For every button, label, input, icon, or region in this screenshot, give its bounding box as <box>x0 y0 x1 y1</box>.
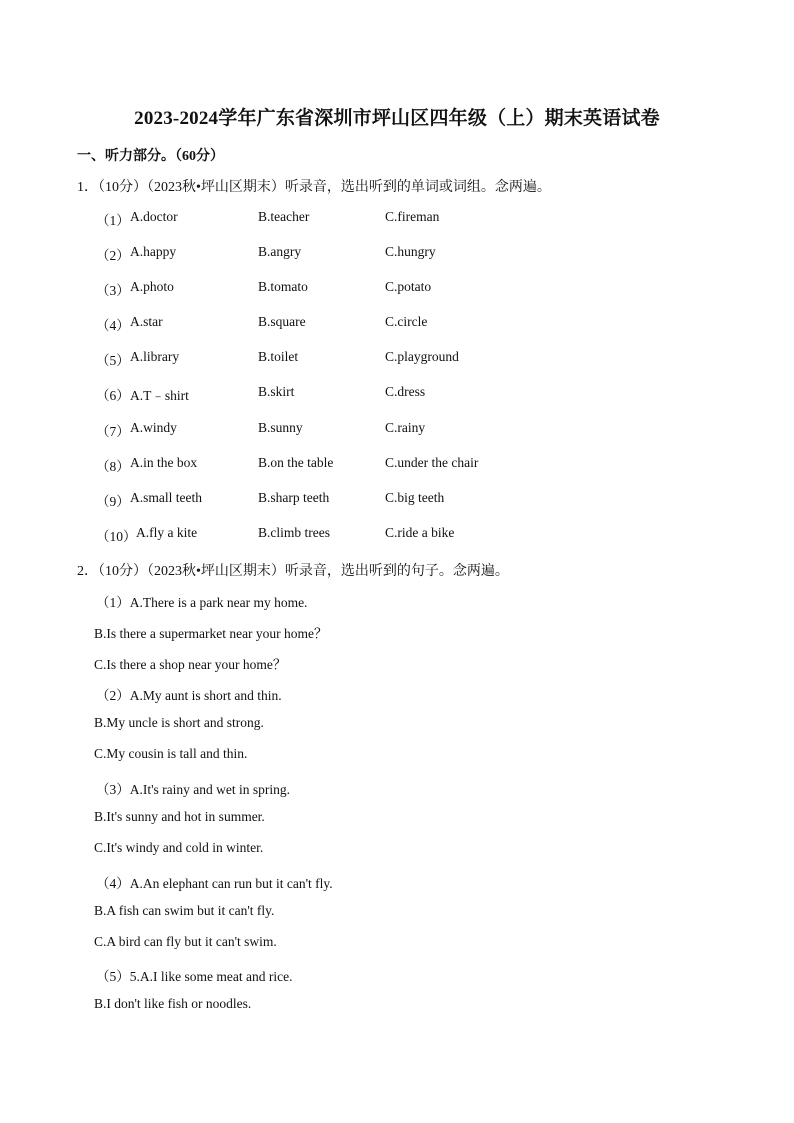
option-b: B.on the table <box>258 455 334 470</box>
option-c: C.potato <box>385 279 432 294</box>
question-2-stem: 2．（10分）（2023秋•坪山区期末）听录音，选出听到的句子。念两遍。 <box>77 564 509 579</box>
q2-item-3-option-b: B.It's sunny and hot in summer. <box>94 809 265 824</box>
option-b: B.toilet <box>258 349 299 364</box>
option-a: A.library <box>130 349 180 364</box>
item-number: （10） <box>96 529 137 544</box>
option-c: C.ride a bike <box>385 525 455 540</box>
option-a: A.happy <box>130 244 177 259</box>
q2-item-2-option-a: （2）A.My aunt is short and thin. <box>96 688 282 703</box>
item-number: （1） <box>96 213 130 228</box>
option-c: C.under the chair <box>385 455 479 470</box>
option-c: C.playground <box>385 349 459 364</box>
option-a: A.photo <box>130 279 174 294</box>
option-c: C.dress <box>385 384 426 399</box>
option-b: B.square <box>258 314 306 329</box>
option-b: B.angry <box>258 244 302 259</box>
option-b: B.sunny <box>258 420 303 435</box>
q2-item-4-option-a: （4）A.An elephant can run but it can't fly. <box>96 876 333 891</box>
q2-item-2-option-c: C.My cousin is tall and thin. <box>94 746 248 761</box>
option-a: A.windy <box>130 420 177 435</box>
option-b: B.tomato <box>258 279 308 294</box>
option-a: A.star <box>130 314 163 329</box>
page-title: 2023-2024学年广东省深圳市坪山区四年级（上）期末英语试卷 <box>134 108 660 129</box>
q2-item-5-option-a: （5）5.A.I like some meat and rice. <box>96 969 293 984</box>
q2-item-1-option-b: B.Is there a supermarket near your home？ <box>94 626 328 641</box>
option-b: B.skirt <box>258 384 295 399</box>
item-number: （5） <box>96 353 130 368</box>
item-number: （9） <box>96 494 130 509</box>
q2-item-4-option-c: C.A bird can fly but it can't swim. <box>94 934 277 949</box>
q2-item-3-option-c: C.It's windy and cold in winter. <box>94 840 264 855</box>
option-a: A.fly a kite <box>136 525 198 540</box>
item-number: （4） <box>96 318 130 333</box>
option-c: C.big teeth <box>385 490 445 505</box>
option-a: A.T﹣shirt <box>130 388 189 403</box>
option-a: A.doctor <box>130 209 178 224</box>
q2-item-1-option-a: （1）A.There is a park near my home. <box>96 595 308 610</box>
q2-item-3-option-a: （3）A.It's rainy and wet in spring. <box>96 782 291 797</box>
q2-item-2-option-b: B.My uncle is short and strong. <box>94 715 264 730</box>
q2-item-1-option-c: C.Is there a shop near your home？ <box>94 657 287 672</box>
option-c: C.circle <box>385 314 428 329</box>
item-number: （6） <box>96 388 130 403</box>
item-number: （7） <box>96 424 130 439</box>
option-b: B.teacher <box>258 209 310 224</box>
option-c: C.fireman <box>385 209 440 224</box>
option-c: C.hungry <box>385 244 436 259</box>
item-number: （2） <box>96 248 130 263</box>
question-1-stem: 1．（10分）（2023秋•坪山区期末）听录音，选出听到的单词或词组。念两遍。 <box>77 180 551 195</box>
option-a: A.in the box <box>130 455 198 470</box>
option-a: A.small teeth <box>130 490 202 505</box>
option-b: B.climb trees <box>258 525 330 540</box>
section-heading-listening: 一、听力部分。（60分） <box>77 149 224 164</box>
item-number: （3） <box>96 283 130 298</box>
item-number: （8） <box>96 459 130 474</box>
q2-item-4-option-b: B.A fish can swim but it can't fly. <box>94 903 275 918</box>
option-b: B.sharp teeth <box>258 490 330 505</box>
option-c: C.rainy <box>385 420 426 435</box>
q2-item-5-option-b: B.I don't like fish or noodles. <box>94 996 252 1011</box>
